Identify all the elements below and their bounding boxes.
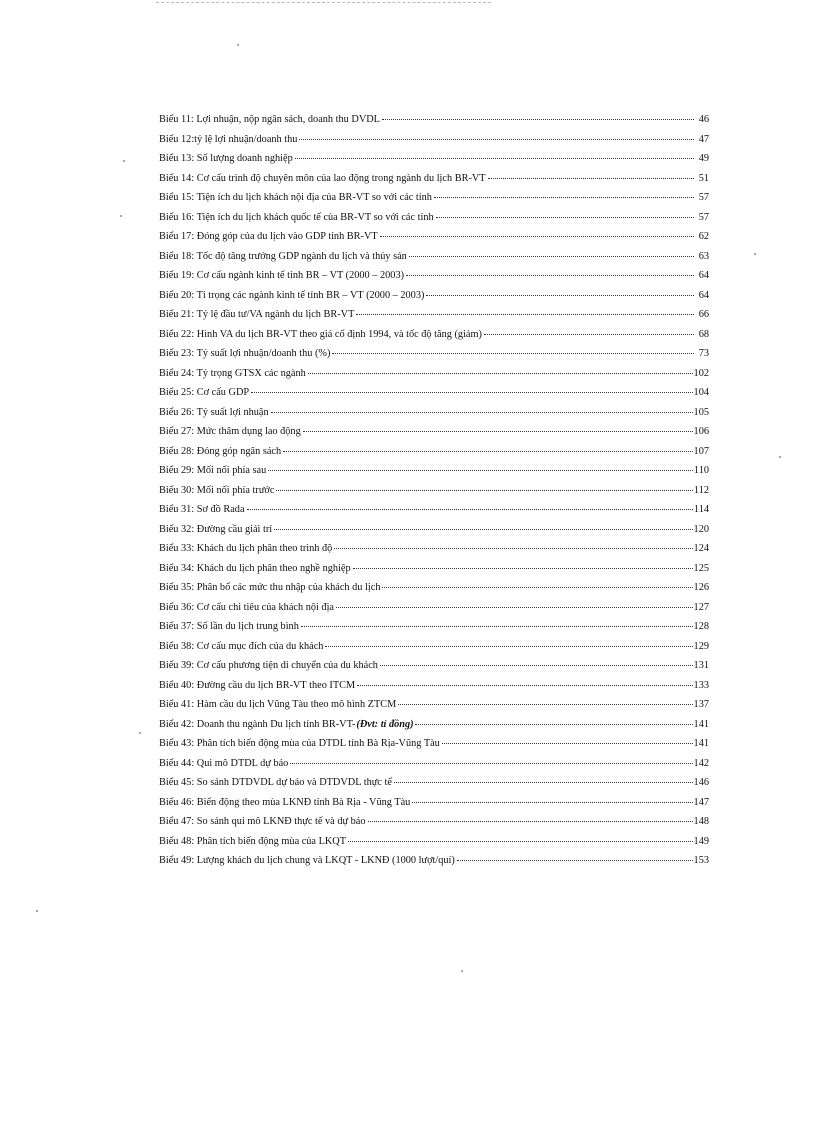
scan-speck xyxy=(461,970,463,972)
toc-entry-label: Biểu 21: Tỷ lệ đầu tư/VA ngành du lịch BR-VT xyxy=(159,309,355,320)
dot-leader xyxy=(247,499,693,510)
toc-entry-page-number: 133 xyxy=(693,679,709,691)
toc-entry-page-number: 110 xyxy=(693,465,709,476)
toc-entry-label: Biểu 13: Số lượng doanh nghiệp xyxy=(159,153,293,164)
scan-speck xyxy=(779,456,781,458)
dot-leader xyxy=(382,577,692,588)
toc-entry-page-number: 114 xyxy=(693,504,709,515)
toc-entry-label: Biểu 22: Hình VA du lịch BR-VT theo giá cố định 1994, và tốc độ tăng (giảm) xyxy=(159,328,482,340)
dot-leader xyxy=(299,129,694,140)
toc-entry-label: Biểu 48: Phân tích biến động mùa của LKQT xyxy=(159,835,347,847)
toc-entry-page-number: 141 xyxy=(693,718,709,730)
toc-entry-label: Biểu 26: Tỷ suất lợi nhuận xyxy=(159,406,269,418)
toc-entry-label: Biểu 36: Cơ cấu chi tiêu của khách nội địa xyxy=(159,601,335,613)
dot-leader xyxy=(406,265,694,276)
toc-entry-label: Biểu 27: Mức thâm dụng lao động xyxy=(159,426,301,437)
toc-entry-page-number: 105 xyxy=(693,406,709,418)
dot-leader xyxy=(436,207,694,218)
dot-leader xyxy=(274,519,692,530)
dot-leader xyxy=(398,694,692,705)
toc-entry-page-number: 125 xyxy=(693,562,709,574)
toc-entry-label: Biểu 28: Đóng góp ngân sách xyxy=(159,445,282,457)
toc-entry-page-number: 63 xyxy=(698,250,709,262)
toc-entry-label: Biểu 24: Tỷ trọng GTSX các ngành xyxy=(159,367,306,379)
toc-entry-label: Biểu 17: Đóng góp của du lịch vào GDP tỉnh BR-VT xyxy=(159,231,378,242)
scan-speck xyxy=(36,910,38,912)
toc-entry-label: Biểu 41: Hàm cầu du lịch Vũng Tàu theo mô hình ZTCM xyxy=(159,699,397,710)
dot-leader xyxy=(334,538,692,549)
dot-leader xyxy=(251,382,692,393)
dot-leader xyxy=(382,109,694,120)
toc-entry-page-number: 57 xyxy=(698,192,709,203)
dot-leader xyxy=(426,285,694,296)
dot-leader xyxy=(295,148,694,159)
toc-entry-page-number: 73 xyxy=(698,348,709,359)
dot-leader xyxy=(348,831,693,842)
toc-entry-label: Biểu 38: Cơ cấu mục đích của du khách xyxy=(159,640,324,652)
dot-leader xyxy=(276,480,693,491)
toc-entry-label: Biểu 34: Khách du lịch phân theo nghề nghiệp xyxy=(159,562,351,574)
toc-entry-page-number: 107 xyxy=(693,445,709,457)
toc-entry-page-number: 131 xyxy=(693,660,709,671)
dot-leader xyxy=(457,850,693,861)
toc-entry-page-number: 62 xyxy=(698,231,709,242)
toc-entry-label: Biểu 14: Cơ cấu trình độ chuyên môn của lao động trong ngành du lịch BR-VT xyxy=(159,172,486,184)
dot-leader xyxy=(308,363,693,374)
dot-leader xyxy=(434,187,694,198)
scan-speck xyxy=(754,253,756,255)
toc-entry-page-number: 146 xyxy=(693,777,709,788)
toc-entry-label: Biểu 12:tỷ lệ lợi nhuận/doanh thu xyxy=(159,133,298,145)
dot-leader xyxy=(301,616,693,627)
dot-leader xyxy=(357,675,692,686)
dot-leader xyxy=(268,460,693,471)
toc-entry-page-number: 147 xyxy=(693,796,709,808)
toc-entry-page-number: 127 xyxy=(693,601,709,613)
toc-entry-page-number: 51 xyxy=(698,172,709,184)
dot-leader xyxy=(368,811,693,822)
dot-leader xyxy=(353,558,693,569)
dot-leader xyxy=(356,304,694,315)
dot-leader xyxy=(415,714,693,725)
dot-leader xyxy=(325,636,692,647)
scan-speck xyxy=(123,160,125,162)
toc-entry-label: Biểu 35: Phân bổ các mức thu nhập của khách du lịch xyxy=(159,582,381,593)
toc-entry-label: Biểu 15: Tiện ích du lịch khách nội địa của BR-VT so với các tỉnh xyxy=(159,192,432,203)
dot-leader xyxy=(271,402,693,413)
scan-speck xyxy=(237,44,239,46)
toc-entry-label: Biểu 32: Đường cầu giải trí xyxy=(159,523,273,535)
toc-entry-page-number: 64 xyxy=(698,289,709,301)
dot-leader xyxy=(488,168,694,179)
toc-entry-label: Biểu 20: Tỉ trọng các ngành kinh tế tỉnh BR – VT (2000 – 2003) xyxy=(159,289,425,301)
toc-entry-label: Biểu 39: Cơ cấu phương tiện di chuyển của du khách xyxy=(159,660,378,671)
dot-leader xyxy=(484,324,694,335)
dot-leader xyxy=(394,772,693,783)
toc-entry-page-number: 102 xyxy=(693,367,709,379)
toc-entry-label: Biểu 29: Mối nối phía sau xyxy=(159,465,267,476)
toc-entry-page-number: 129 xyxy=(693,640,709,652)
dot-leader xyxy=(332,343,694,354)
toc-entry-page-number: 149 xyxy=(693,835,709,847)
toc-entry-page-number: 104 xyxy=(693,387,709,398)
toc-entry-label: Biểu 18: Tốc độ tăng trưởng GDP ngành du lịch và thủy sản xyxy=(159,250,407,262)
scan-artifact-line xyxy=(156,2,491,3)
toc-entry-page-number: 46 xyxy=(698,114,709,125)
toc-entry-label: Biểu 25: Cơ cấu GDP xyxy=(159,387,250,398)
toc-entry-page-number: 112 xyxy=(693,484,709,496)
toc-entry-page-number: 64 xyxy=(698,270,709,281)
dot-leader xyxy=(303,421,693,432)
dot-leader xyxy=(290,753,692,764)
toc-entry-unit: (Đvt: tỉ đồng) xyxy=(356,718,414,730)
toc-entry-label: Biểu 44: Qui mô DTDL dự báo xyxy=(159,757,289,769)
toc-entry-label: Biểu 11: Lợi nhuận, nộp ngân sách, doanh thu DVDL xyxy=(159,114,380,125)
toc-entry-page-number: 137 xyxy=(693,699,709,710)
dot-leader xyxy=(409,246,694,257)
toc-entry-page-number: 124 xyxy=(693,543,709,554)
toc-entry-label: Biểu 45: So sánh DTDVDL dự báo và DTDVDL thực tế xyxy=(159,777,392,788)
list-of-figures xyxy=(159,111,709,872)
dot-leader xyxy=(283,441,692,452)
toc-entry-page-number: 106 xyxy=(693,426,709,437)
toc-entry-label: Biểu 37: Số lần du lịch trung bình xyxy=(159,621,299,632)
dot-leader xyxy=(412,792,692,803)
toc-entry-page-number: 120 xyxy=(693,523,709,535)
toc-entry-label: Biểu 49: Lượng khách du lịch chung và LKQT - LKNĐ (1000 lượt/quí) xyxy=(159,855,455,866)
dot-leader xyxy=(336,597,693,608)
toc-entry-label: Biểu 42: Doanh thu ngành Du lịch tỉnh BR-VT- xyxy=(159,718,356,730)
toc-entry-label: Biểu 19: Cơ cấu ngành kinh tế tỉnh BR – VT (2000 – 2003) xyxy=(159,270,405,281)
scan-speck xyxy=(139,732,141,734)
scan-speck xyxy=(120,215,122,217)
toc-entry-page-number: 142 xyxy=(693,757,709,769)
toc-entry-page-number: 128 xyxy=(693,621,709,632)
toc-entry xyxy=(159,852,709,872)
toc-entry-label: Biểu 16: Tiện ích du lịch khách quốc tế của BR-VT so với các tỉnh xyxy=(159,211,434,223)
toc-entry-label: Biểu 43: Phân tích biến động mùa của DTDL tỉnh Bà Rịa-Vũng Tàu xyxy=(159,738,440,749)
toc-entry-label: Biểu 30: Mối nối phía trước xyxy=(159,484,275,496)
toc-entry-label: Biểu 31: Sơ đồ Rada xyxy=(159,504,245,515)
toc-entry-label: Biểu 46: Biến động theo mùa LKNĐ tỉnh Bà Rịa - Vũng Tàu xyxy=(159,796,411,808)
toc-entry-page-number: 141 xyxy=(693,738,709,749)
toc-entry-page-number: 68 xyxy=(698,328,709,340)
toc-entry-page-number: 148 xyxy=(693,816,709,827)
toc-entry-label: Biểu 40: Đường cầu du lịch BR-VT theo ITCM xyxy=(159,679,356,691)
toc-entry-page-number: 47 xyxy=(698,133,709,145)
toc-entry-label: Biểu 23: Tỷ suất lợi nhuận/doanh thu (%) xyxy=(159,348,331,359)
toc-entry-label: Biểu 33: Khách du lịch phân theo trình độ xyxy=(159,543,333,554)
toc-entry-page-number: 66 xyxy=(698,309,709,320)
dot-leader xyxy=(380,226,694,237)
toc-entry-page-number: 49 xyxy=(698,153,709,164)
dot-leader xyxy=(442,733,693,744)
toc-entry-page-number: 57 xyxy=(698,211,709,223)
dot-leader xyxy=(380,655,693,666)
toc-entry-page-number: 153 xyxy=(693,855,709,866)
toc-entry-label: Biểu 47: So sánh qui mô LKNĐ thực tế và dự báo xyxy=(159,816,366,827)
toc-entry-page-number: 126 xyxy=(693,582,709,593)
